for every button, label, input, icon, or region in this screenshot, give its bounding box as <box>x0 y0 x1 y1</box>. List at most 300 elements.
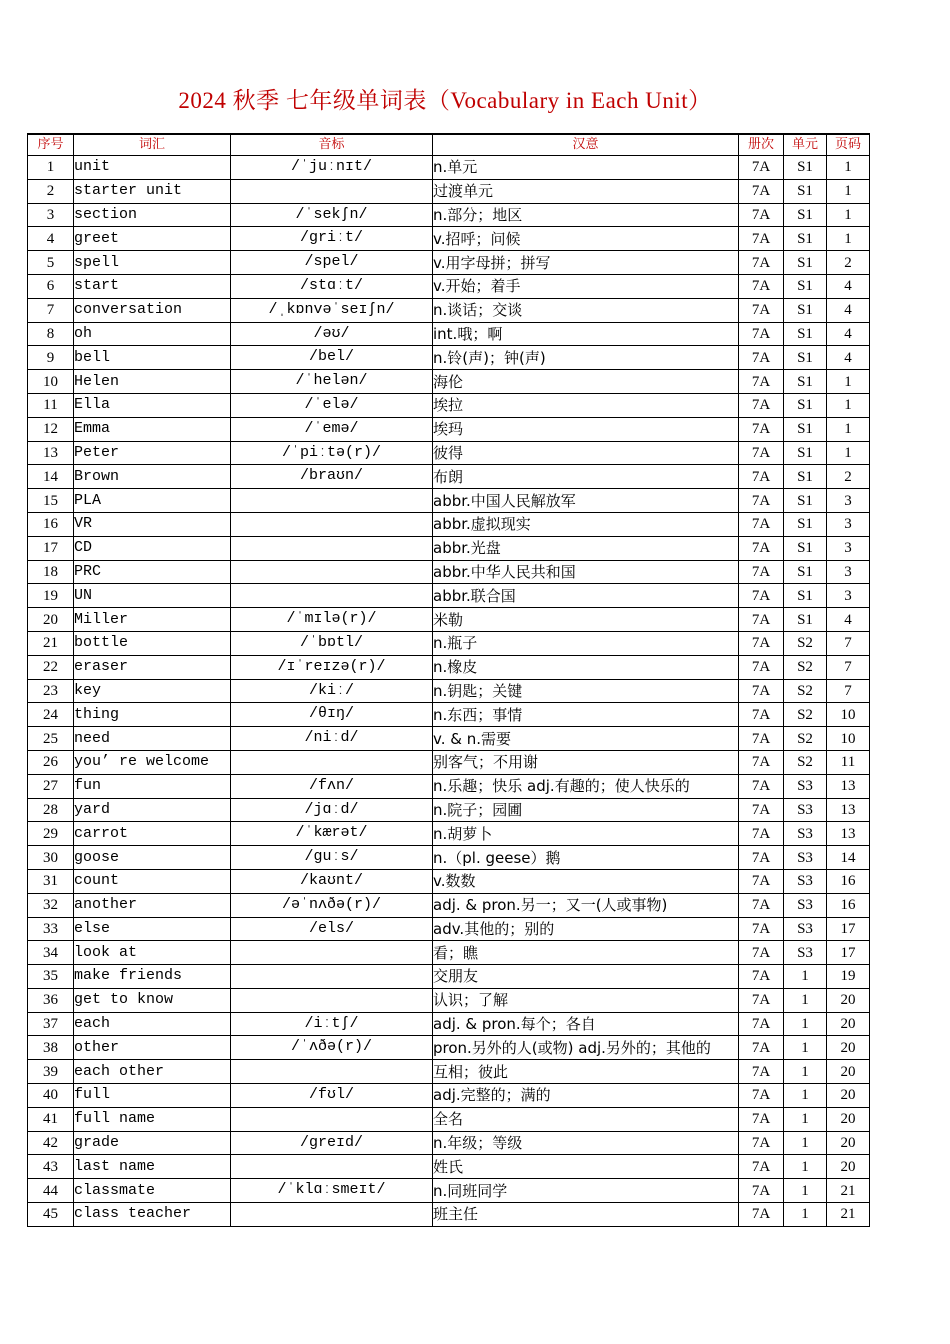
cell-phonetic: /iːtʃ/ <box>231 1012 433 1036</box>
cell-book: 7A <box>739 893 784 917</box>
cell-unit: S1 <box>784 560 827 584</box>
cell-book: 7A <box>739 608 784 632</box>
cell-page: 11 <box>827 750 870 774</box>
cell-no: 15 <box>28 489 74 513</box>
cell-meaning: 姓氏 <box>433 1155 739 1179</box>
table-row <box>28 441 870 465</box>
cell-unit: 1 <box>784 1203 827 1227</box>
cell-phonetic: /ˈklɑːsmeɪt/ <box>231 1179 433 1203</box>
cell-phonetic: /ˈelə/ <box>231 393 433 417</box>
cell-no: 40 <box>28 1084 74 1108</box>
cell-unit: S1 <box>784 274 827 298</box>
cell-no: 19 <box>28 584 74 608</box>
cell-book: 7A <box>739 203 784 227</box>
cell-meaning: int.哦；啊 <box>433 322 739 346</box>
cell-word: fun <box>74 774 231 798</box>
cell-book: 7A <box>739 917 784 941</box>
cell-meaning: n.橡皮 <box>433 655 739 679</box>
cell-unit: S1 <box>784 536 827 560</box>
cell-book: 7A <box>739 512 784 536</box>
cell-book: 7A <box>739 1084 784 1108</box>
cell-meaning: v. & n.需要 <box>433 727 739 751</box>
cell-no: 21 <box>28 631 74 655</box>
cell-book: 7A <box>739 750 784 774</box>
cell-page: 1 <box>827 370 870 394</box>
table-row <box>28 1107 870 1131</box>
table-row <box>28 298 870 322</box>
table-row <box>28 1179 870 1203</box>
table-row <box>28 489 870 513</box>
cell-meaning: 彼得 <box>433 441 739 465</box>
table-row <box>28 203 870 227</box>
cell-unit: S1 <box>784 322 827 346</box>
cell-phonetic: /ˈjuːnɪt/ <box>231 156 433 180</box>
cell-meaning: 全名 <box>433 1107 739 1131</box>
cell-phonetic <box>231 489 433 513</box>
cell-unit: 1 <box>784 1012 827 1036</box>
header-unit: 单元 <box>784 134 827 156</box>
cell-unit: S1 <box>784 512 827 536</box>
cell-book: 7A <box>739 727 784 751</box>
cell-page: 13 <box>827 774 870 798</box>
table-row <box>28 727 870 751</box>
cell-book: 7A <box>739 370 784 394</box>
cell-page: 3 <box>827 536 870 560</box>
cell-word: goose <box>74 846 231 870</box>
cell-book: 7A <box>739 774 784 798</box>
cell-book: 7A <box>739 1179 784 1203</box>
cell-meaning: abbr.中华人民共和国 <box>433 560 739 584</box>
cell-page: 21 <box>827 1179 870 1203</box>
table-row <box>28 1203 870 1227</box>
cell-word: class teacher <box>74 1203 231 1227</box>
table-row <box>28 988 870 1012</box>
table-row <box>28 322 870 346</box>
cell-phonetic: /ˈʌðə(r)/ <box>231 1036 433 1060</box>
cell-unit: 1 <box>784 1179 827 1203</box>
cell-unit: S1 <box>784 156 827 180</box>
table-row <box>28 679 870 703</box>
cell-unit: S3 <box>784 917 827 941</box>
cell-meaning: 认识；了解 <box>433 988 739 1012</box>
cell-word: classmate <box>74 1179 231 1203</box>
cell-book: 7A <box>739 274 784 298</box>
cell-phonetic <box>231 1155 433 1179</box>
cell-phonetic <box>231 1107 433 1131</box>
cell-word: Emma <box>74 417 231 441</box>
cell-page: 21 <box>827 1203 870 1227</box>
cell-page: 1 <box>827 417 870 441</box>
cell-phonetic: /əʊ/ <box>231 322 433 346</box>
cell-phonetic: /stɑːt/ <box>231 274 433 298</box>
cell-page: 20 <box>827 1060 870 1084</box>
cell-meaning: n.钥匙；关键 <box>433 679 739 703</box>
cell-phonetic: /θɪŋ/ <box>231 703 433 727</box>
cell-page: 4 <box>827 608 870 632</box>
cell-no: 43 <box>28 1155 74 1179</box>
cell-no: 33 <box>28 917 74 941</box>
cell-book: 7A <box>739 1107 784 1131</box>
cell-unit: S1 <box>784 179 827 203</box>
cell-phonetic: /fʊl/ <box>231 1084 433 1108</box>
cell-page: 14 <box>827 846 870 870</box>
cell-page: 10 <box>827 703 870 727</box>
cell-page: 3 <box>827 512 870 536</box>
cell-no: 22 <box>28 655 74 679</box>
cell-no: 3 <box>28 203 74 227</box>
cell-word: unit <box>74 156 231 180</box>
cell-page: 1 <box>827 441 870 465</box>
cell-no: 18 <box>28 560 74 584</box>
cell-word: each <box>74 1012 231 1036</box>
cell-book: 7A <box>739 869 784 893</box>
table-row <box>28 1084 870 1108</box>
cell-phonetic: /ˈpiːtə(r)/ <box>231 441 433 465</box>
cell-word: conversation <box>74 298 231 322</box>
cell-word: Miller <box>74 608 231 632</box>
cell-meaning: v.招呼；问候 <box>433 227 739 251</box>
cell-meaning: abbr.光盘 <box>433 536 739 560</box>
cell-book: 7A <box>739 584 784 608</box>
cell-book: 7A <box>739 1012 784 1036</box>
table-row <box>28 941 870 965</box>
cell-no: 27 <box>28 774 74 798</box>
cell-word: last name <box>74 1155 231 1179</box>
cell-phonetic <box>231 750 433 774</box>
cell-unit: S3 <box>784 846 827 870</box>
cell-no: 17 <box>28 536 74 560</box>
cell-meaning: 别客气；不用谢 <box>433 750 739 774</box>
cell-unit: S1 <box>784 417 827 441</box>
cell-word: PLA <box>74 489 231 513</box>
cell-book: 7A <box>739 1155 784 1179</box>
cell-unit: S2 <box>784 703 827 727</box>
table-row <box>28 655 870 679</box>
cell-book: 7A <box>739 346 784 370</box>
header-word: 词汇 <box>74 134 231 156</box>
page-title: 2024 秋季 七年级单词表（Vocabulary in Each Unit） <box>178 88 712 113</box>
cell-book: 7A <box>739 536 784 560</box>
cell-word: start <box>74 274 231 298</box>
cell-word: PRC <box>74 560 231 584</box>
table-row <box>28 346 870 370</box>
cell-word: need <box>74 727 231 751</box>
cell-page: 4 <box>827 346 870 370</box>
cell-meaning: v.用字母拼；拼写 <box>433 251 739 275</box>
cell-unit: S3 <box>784 798 827 822</box>
cell-phonetic: /jɑːd/ <box>231 798 433 822</box>
table-row <box>28 965 870 989</box>
cell-no: 10 <box>28 370 74 394</box>
cell-phonetic <box>231 1060 433 1084</box>
cell-no: 11 <box>28 393 74 417</box>
cell-no: 2 <box>28 179 74 203</box>
cell-meaning: n.瓶子 <box>433 631 739 655</box>
cell-unit: S1 <box>784 584 827 608</box>
cell-no: 12 <box>28 417 74 441</box>
cell-book: 7A <box>739 465 784 489</box>
cell-meaning: v.开始；着手 <box>433 274 739 298</box>
table-row <box>28 179 870 203</box>
cell-book: 7A <box>739 846 784 870</box>
cell-book: 7A <box>739 298 784 322</box>
cell-unit: 1 <box>784 1036 827 1060</box>
cell-phonetic: /spel/ <box>231 251 433 275</box>
cell-page: 2 <box>827 465 870 489</box>
table-row <box>28 822 870 846</box>
cell-phonetic: /ɡuːs/ <box>231 846 433 870</box>
cell-book: 7A <box>739 798 784 822</box>
cell-no: 34 <box>28 941 74 965</box>
cell-book: 7A <box>739 179 784 203</box>
cell-page: 16 <box>827 869 870 893</box>
cell-no: 35 <box>28 965 74 989</box>
cell-word: section <box>74 203 231 227</box>
cell-unit: S1 <box>784 489 827 513</box>
cell-meaning: abbr.联合国 <box>433 584 739 608</box>
cell-word: full name <box>74 1107 231 1131</box>
cell-book: 7A <box>739 156 784 180</box>
cell-phonetic: /niːd/ <box>231 727 433 751</box>
cell-word: bell <box>74 346 231 370</box>
table-row <box>28 750 870 774</box>
cell-no: 20 <box>28 608 74 632</box>
cell-unit: S1 <box>784 298 827 322</box>
cell-phonetic: /kiː/ <box>231 679 433 703</box>
cell-phonetic: /ɡriːt/ <box>231 227 433 251</box>
cell-meaning: 埃拉 <box>433 393 739 417</box>
cell-book: 7A <box>739 822 784 846</box>
cell-meaning: adj. & pron.另一；又一(人或事物) <box>433 893 739 917</box>
cell-meaning: n.（pl. geese）鹅 <box>433 846 739 870</box>
cell-phonetic <box>231 941 433 965</box>
cell-book: 7A <box>739 703 784 727</box>
cell-book: 7A <box>739 417 784 441</box>
cell-page: 7 <box>827 679 870 703</box>
cell-unit: 1 <box>784 1131 827 1155</box>
table-row <box>28 370 870 394</box>
table-row <box>28 465 870 489</box>
cell-word: Brown <box>74 465 231 489</box>
cell-unit: S1 <box>784 346 827 370</box>
cell-word: get to know <box>74 988 231 1012</box>
cell-no: 28 <box>28 798 74 822</box>
vocabulary-table <box>27 133 870 1227</box>
cell-phonetic: /əˈnʌðə(r)/ <box>231 893 433 917</box>
cell-phonetic <box>231 560 433 584</box>
cell-book: 7A <box>739 988 784 1012</box>
cell-meaning: 互相；彼此 <box>433 1060 739 1084</box>
table-row <box>28 846 870 870</box>
cell-book: 7A <box>739 227 784 251</box>
cell-no: 26 <box>28 750 74 774</box>
cell-word: Peter <box>74 441 231 465</box>
cell-no: 44 <box>28 1179 74 1203</box>
table-row <box>28 536 870 560</box>
table-row <box>28 560 870 584</box>
cell-word: each other <box>74 1060 231 1084</box>
header-meaning: 汉意 <box>433 134 739 156</box>
cell-book: 7A <box>739 1060 784 1084</box>
cell-meaning: 班主任 <box>433 1203 739 1227</box>
cell-no: 45 <box>28 1203 74 1227</box>
cell-word: look at <box>74 941 231 965</box>
cell-no: 39 <box>28 1060 74 1084</box>
cell-page: 4 <box>827 322 870 346</box>
cell-word: you’ re welcome <box>74 750 231 774</box>
header-phonetic: 音标 <box>231 134 433 156</box>
table-row <box>28 156 870 180</box>
cell-phonetic: /fʌn/ <box>231 774 433 798</box>
header-no: 序号 <box>28 134 74 156</box>
cell-phonetic: /ɡreɪd/ <box>231 1131 433 1155</box>
cell-meaning: 过渡单元 <box>433 179 739 203</box>
cell-meaning: n.谈话；交谈 <box>433 298 739 322</box>
table-row <box>28 703 870 727</box>
cell-no: 23 <box>28 679 74 703</box>
cell-meaning: 米勒 <box>433 608 739 632</box>
cell-no: 13 <box>28 441 74 465</box>
cell-phonetic: /ˈkærət/ <box>231 822 433 846</box>
cell-meaning: 埃玛 <box>433 417 739 441</box>
table-row <box>28 393 870 417</box>
cell-unit: S1 <box>784 608 827 632</box>
table-row <box>28 584 870 608</box>
cell-page: 17 <box>827 941 870 965</box>
cell-no: 1 <box>28 156 74 180</box>
cell-meaning: 布朗 <box>433 465 739 489</box>
cell-meaning: n.胡萝卜 <box>433 822 739 846</box>
cell-word: Ella <box>74 393 231 417</box>
header-book: 册次 <box>739 134 784 156</box>
cell-word: Helen <box>74 370 231 394</box>
cell-page: 20 <box>827 1155 870 1179</box>
cell-no: 7 <box>28 298 74 322</box>
cell-book: 7A <box>739 251 784 275</box>
header-page: 页码 <box>827 134 870 156</box>
cell-page: 13 <box>827 798 870 822</box>
cell-no: 42 <box>28 1131 74 1155</box>
cell-meaning: n.年级；等级 <box>433 1131 739 1155</box>
cell-phonetic: /ˈsekʃn/ <box>231 203 433 227</box>
cell-no: 36 <box>28 988 74 1012</box>
cell-book: 7A <box>739 679 784 703</box>
table-row <box>28 1036 870 1060</box>
cell-unit: S3 <box>784 941 827 965</box>
cell-unit: S1 <box>784 393 827 417</box>
cell-page: 16 <box>827 893 870 917</box>
cell-word: carrot <box>74 822 231 846</box>
cell-phonetic <box>231 536 433 560</box>
cell-word: CD <box>74 536 231 560</box>
cell-no: 41 <box>28 1107 74 1131</box>
cell-book: 7A <box>739 441 784 465</box>
cell-page: 3 <box>827 560 870 584</box>
cell-book: 7A <box>739 393 784 417</box>
cell-meaning: n.院子；园圃 <box>433 798 739 822</box>
table-row <box>28 917 870 941</box>
cell-phonetic: /ˈbɒtl/ <box>231 631 433 655</box>
cell-phonetic <box>231 512 433 536</box>
table-row <box>28 417 870 441</box>
cell-word: oh <box>74 322 231 346</box>
cell-page: 19 <box>827 965 870 989</box>
cell-unit: 1 <box>784 1084 827 1108</box>
cell-no: 4 <box>28 227 74 251</box>
cell-phonetic <box>231 988 433 1012</box>
cell-no: 29 <box>28 822 74 846</box>
cell-book: 7A <box>739 1036 784 1060</box>
table-row <box>28 893 870 917</box>
cell-unit: 1 <box>784 1155 827 1179</box>
cell-word: other <box>74 1036 231 1060</box>
cell-unit: 1 <box>784 988 827 1012</box>
cell-word: key <box>74 679 231 703</box>
header-row <box>28 134 870 156</box>
cell-page: 20 <box>827 988 870 1012</box>
cell-book: 7A <box>739 655 784 679</box>
cell-phonetic: /braʊn/ <box>231 465 433 489</box>
cell-page: 20 <box>827 1012 870 1036</box>
cell-book: 7A <box>739 1131 784 1155</box>
cell-book: 7A <box>739 322 784 346</box>
cell-phonetic: /kaʊnt/ <box>231 869 433 893</box>
cell-word: else <box>74 917 231 941</box>
table-row <box>28 1060 870 1084</box>
cell-meaning: n.乐趣；快乐 adj.有趣的；使人快乐的 <box>433 774 739 798</box>
cell-unit: 1 <box>784 1107 827 1131</box>
cell-unit: S2 <box>784 679 827 703</box>
cell-meaning: n.东西；事情 <box>433 703 739 727</box>
cell-meaning: adj. & pron.每个；各自 <box>433 1012 739 1036</box>
table-row <box>28 512 870 536</box>
cell-no: 37 <box>28 1012 74 1036</box>
cell-no: 16 <box>28 512 74 536</box>
cell-meaning: abbr.中国人民解放军 <box>433 489 739 513</box>
cell-word: make friends <box>74 965 231 989</box>
cell-page: 20 <box>827 1036 870 1060</box>
table-row <box>28 1155 870 1179</box>
cell-word: VR <box>74 512 231 536</box>
cell-page: 1 <box>827 203 870 227</box>
cell-word: UN <box>74 584 231 608</box>
cell-book: 7A <box>739 965 784 989</box>
cell-no: 38 <box>28 1036 74 1060</box>
cell-meaning: 看；瞧 <box>433 941 739 965</box>
cell-word: grade <box>74 1131 231 1155</box>
cell-unit: S2 <box>784 631 827 655</box>
table-row <box>28 631 870 655</box>
cell-meaning: 海伦 <box>433 370 739 394</box>
cell-meaning: v.数数 <box>433 869 739 893</box>
cell-book: 7A <box>739 941 784 965</box>
cell-phonetic: /els/ <box>231 917 433 941</box>
cell-unit: S1 <box>784 227 827 251</box>
cell-book: 7A <box>739 1203 784 1227</box>
cell-page: 1 <box>827 393 870 417</box>
table-row <box>28 608 870 632</box>
cell-unit: S3 <box>784 893 827 917</box>
cell-unit: S3 <box>784 822 827 846</box>
cell-meaning: pron.另外的人(或物) adj.另外的；其他的 <box>433 1036 739 1060</box>
cell-unit: S1 <box>784 370 827 394</box>
cell-word: spell <box>74 251 231 275</box>
cell-meaning: adv.其他的；别的 <box>433 917 739 941</box>
cell-no: 32 <box>28 893 74 917</box>
cell-phonetic: /ɪˈreɪzə(r)/ <box>231 655 433 679</box>
cell-phonetic <box>231 1203 433 1227</box>
cell-unit: 1 <box>784 965 827 989</box>
